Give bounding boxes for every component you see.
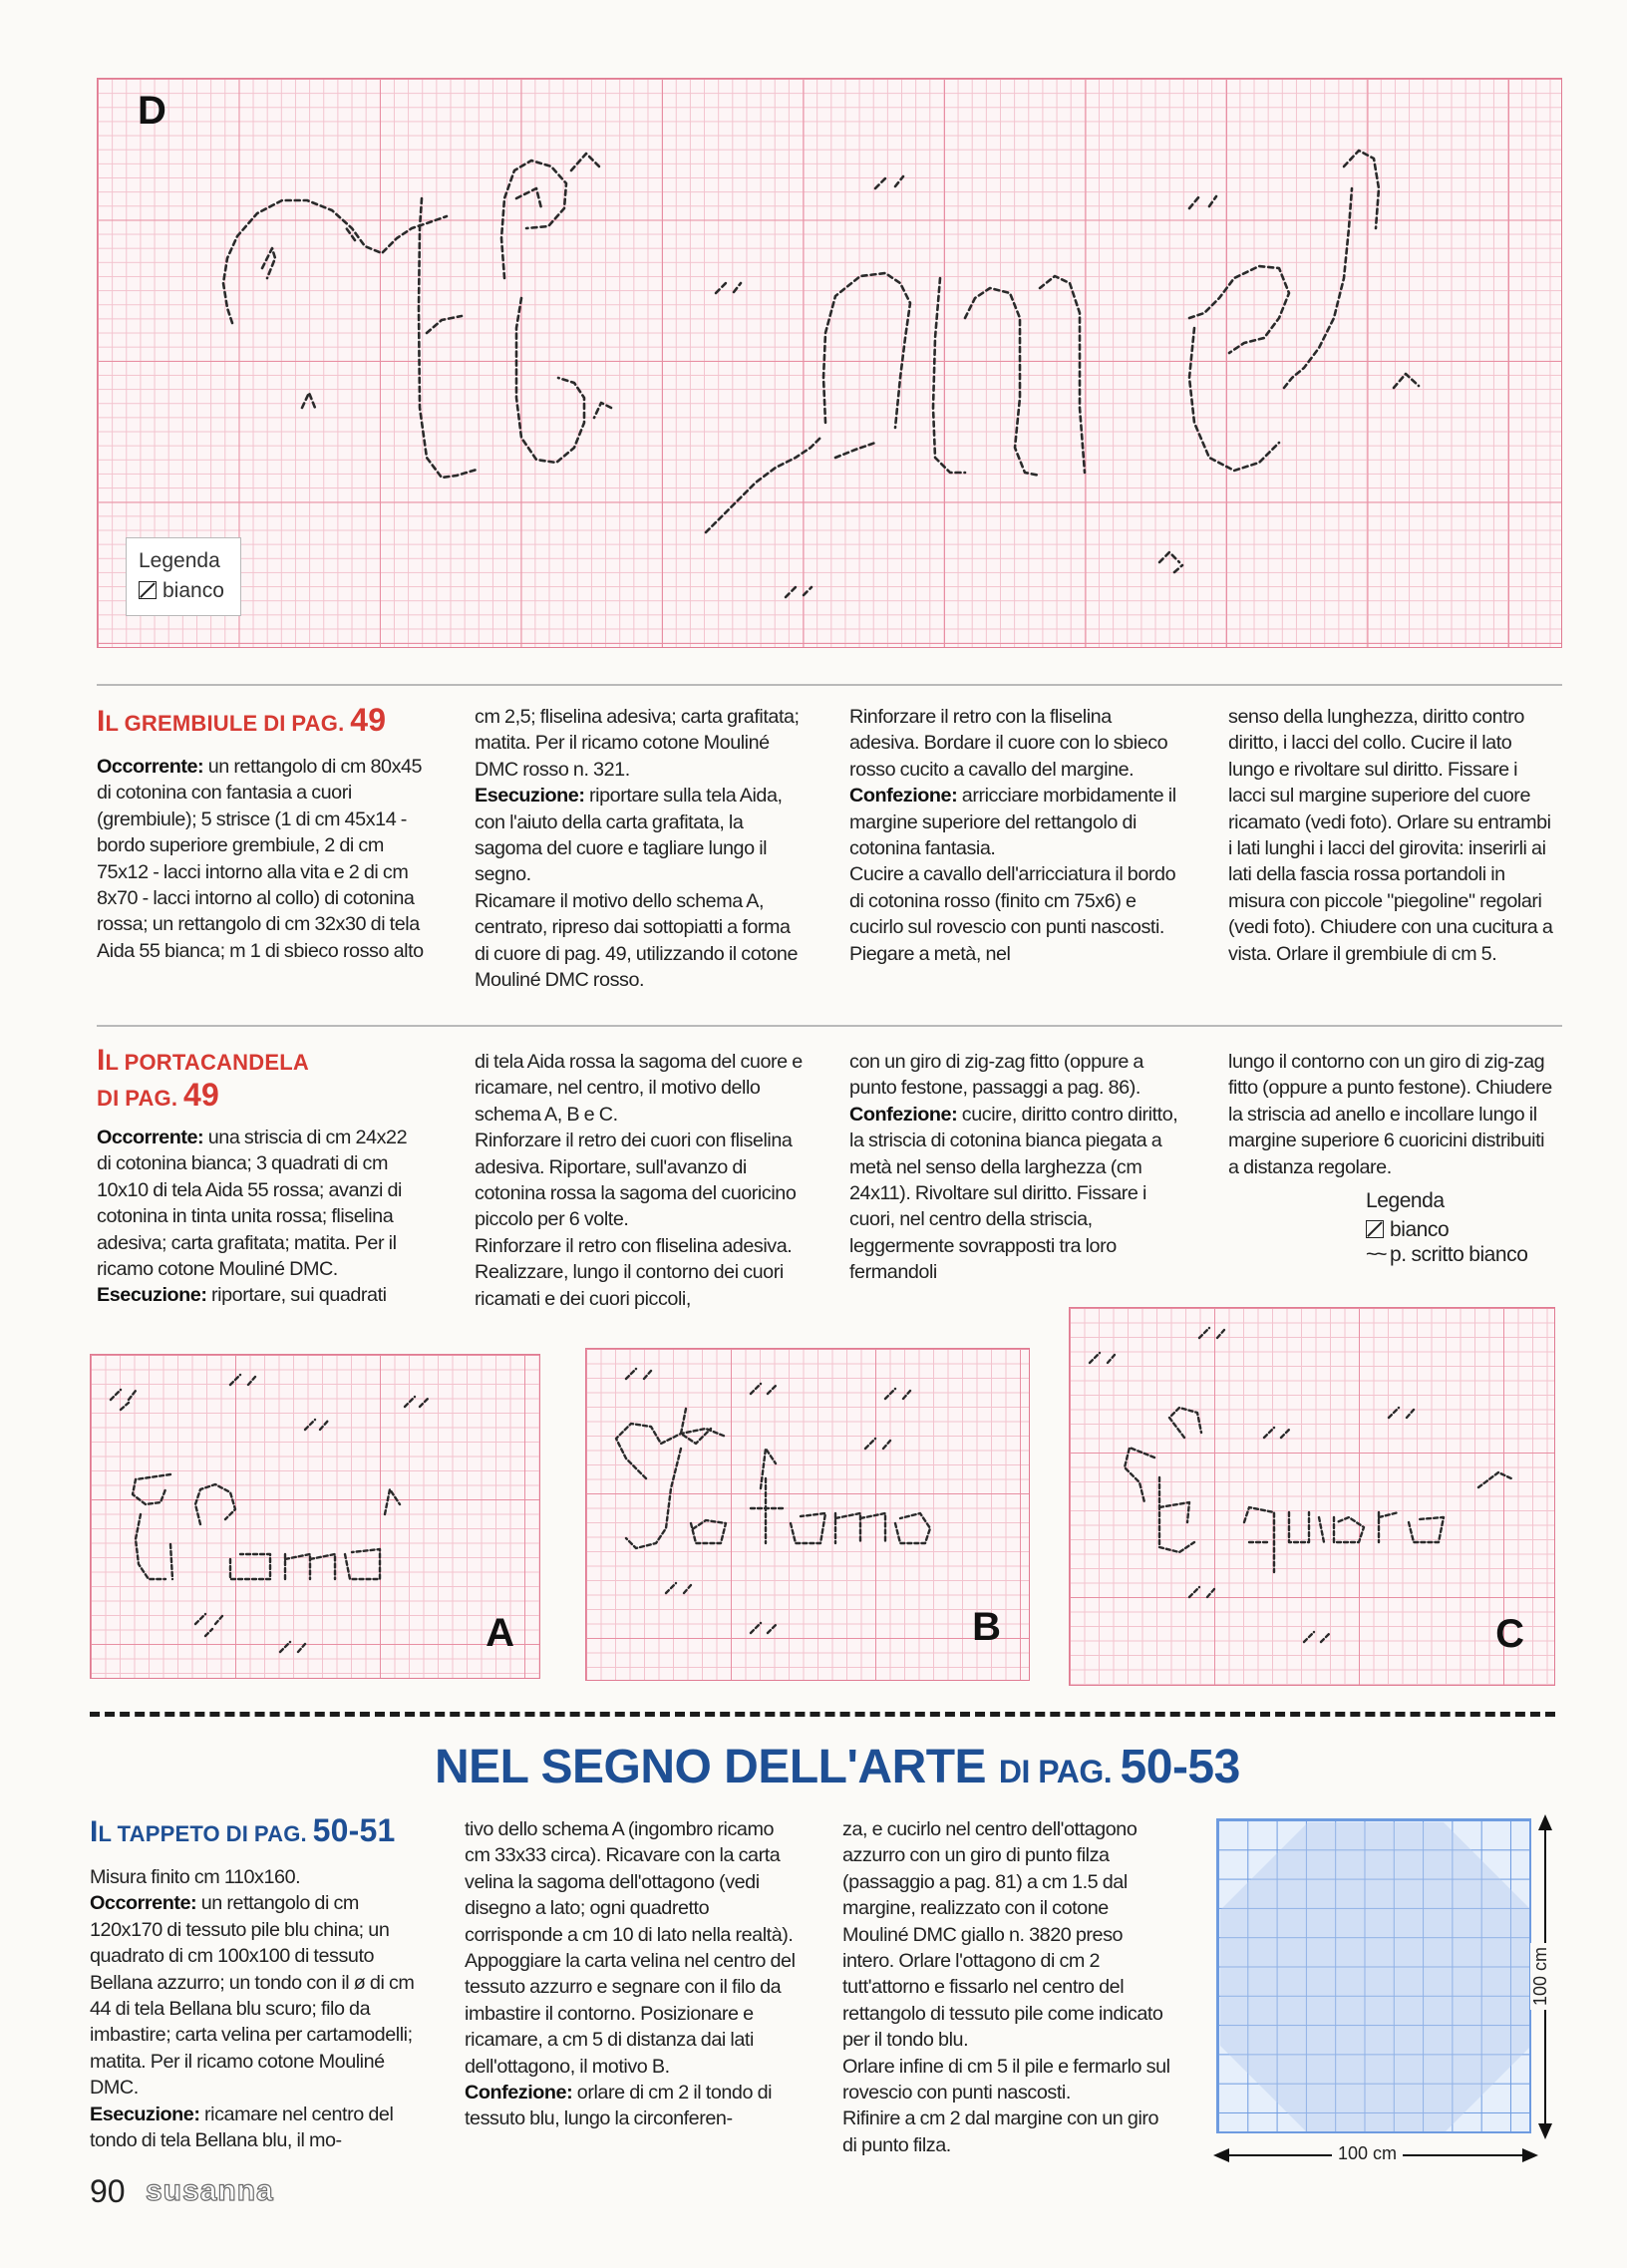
paragraph xyxy=(475,1233,804,1312)
portacandela-col1 xyxy=(97,1045,426,1309)
paragraph xyxy=(842,2106,1175,2158)
section-title: NEL SEGNO DELL'ARTE DI PAG. 50-53 xyxy=(435,1741,1240,1793)
magazine-brand: susanna xyxy=(146,2174,274,2207)
paragraph-label: Esecuzione: xyxy=(90,2103,200,2125)
cross-stitch-icon xyxy=(139,581,157,599)
paragraph-label: Esecuzione: xyxy=(97,1284,207,1307)
paragraph xyxy=(849,783,1178,861)
paragraph-text: riportare, sui quadrati xyxy=(206,1284,387,1307)
portacandela-col4 xyxy=(1228,1049,1557,1267)
legend-title: Legenda xyxy=(1366,1189,1445,1213)
paragraph-text: cucire, diritto contro diritto, la striscia di cotonina bianca piegata a metà nel senso della larghezza (cm 24x11). Rivoltare sul diritto. Fissare i cuori, nel centro della striscia, leggermente sovrapposti tra loro fermandoli xyxy=(849,1103,1178,1284)
paragraph xyxy=(97,1125,426,1282)
chart-d xyxy=(97,78,1562,648)
backstitch-icon: ~~ xyxy=(1366,1243,1385,1267)
paragraph xyxy=(90,2102,423,2154)
grembiule-col2 xyxy=(475,704,804,993)
dimension-vertical: 100 cm xyxy=(1530,1943,1551,2010)
grembiule-col3 xyxy=(849,704,1178,967)
legend-item-scritto: ~~ p. scritto bianco xyxy=(1366,1243,1528,1267)
paragraph-text: Misura finito cm 110x160. xyxy=(90,1866,301,1888)
paragraph-text: lungo il contorno con un giro di zig-zag fitto (oppure a punto festone). Chiudere la striscia ad anello e incollare lungo il margine superiore 6 cuoricini distribuiti a distanza regolare. xyxy=(1228,1051,1552,1178)
paragraph-label: Confezione: xyxy=(849,785,958,808)
dimension-horizontal: 100 cm xyxy=(1332,2143,1403,2164)
paragraph xyxy=(465,2080,798,2132)
chart-a-letter: A xyxy=(486,1611,514,1655)
grembiule-col4 xyxy=(1228,704,1557,967)
paragraph-text: una striscia di cm 24x22 di cotonina bianca; 3 quadrati di cm 10x10 di tela Aida 55 rossa; avanzi di cotonina in tinta unita rossa; fliselina adesiva; carta grafitata; matita. Per il ricamo cotone Mouliné DMC. xyxy=(97,1127,408,1281)
tappeto-heading: IL TAPPETO DI PAG. 50-51 xyxy=(90,1812,396,1848)
chart-a-stitches xyxy=(91,1355,540,1679)
paragraph-label: Occorrente: xyxy=(97,756,204,778)
paragraph xyxy=(90,1864,423,1890)
paragraph xyxy=(475,1049,804,1128)
grembiule-text-1 xyxy=(97,754,426,964)
paragraph xyxy=(849,1049,1178,1102)
paragraph xyxy=(849,704,1178,783)
paragraph-label: Occorrente: xyxy=(97,1127,204,1148)
portacandela-col3 xyxy=(849,1049,1178,1286)
chart-d-letter: D xyxy=(138,89,166,133)
paragraph-label: Occorrente: xyxy=(90,1892,197,1915)
tappeto-col3 xyxy=(842,1816,1175,2158)
grembiule-heading: IL GREMBIULE DI PAG. 49 xyxy=(97,702,387,738)
chart-d-legend xyxy=(126,537,241,616)
paragraph-text: ricamare nel centro del tondo di tela Bellana blu, il mo- xyxy=(90,2103,394,2152)
octagon-diagram xyxy=(1216,1818,1531,2133)
paragraph xyxy=(1228,1049,1557,1180)
paragraph xyxy=(849,861,1178,967)
portacandela-text-4 xyxy=(1228,1049,1557,1180)
paragraph-text: Rifinire a cm 2 dal margine con un giro di punto filza. xyxy=(842,2107,1159,2156)
chart-b-letter: B xyxy=(972,1605,1001,1649)
chart-b-stitches xyxy=(586,1349,1030,1681)
paragraph-text: tivo dello schema A (ingombro ricamo cm 33x33 circa). Ricavare con la carta velina la sagoma dell'ottagono (vedi disegno a lato; ogni quadretto corrisponde a cm 10 di lato nella realtà). Appoggiare la carta velina nel centro del tessuto azzurro e segnare con il filo da imbastire il contorno. Posizionare e ricamare, a cm 5 di distanza dai lati dell'ottagono, il motivo B. xyxy=(465,1818,796,2078)
chart-b xyxy=(585,1348,1030,1681)
paragraph xyxy=(842,2054,1175,2106)
chart-d-stitches xyxy=(98,79,1562,648)
paragraph-label: Esecuzione: xyxy=(475,785,585,808)
paragraph-text: di tela Aida rossa la sagoma del cuore e ricamare, nel centro, il motivo dello schema A, B e C. xyxy=(475,1051,803,1126)
paragraph-text: Rinforzare il retro con fliselina adesiva. Realizzare, lungo il contorno dei cuori ricamati e dei cuori piccoli, xyxy=(475,1234,793,1310)
chart-c-letter: C xyxy=(1495,1612,1524,1656)
portacandela-col2 xyxy=(475,1049,804,1312)
paragraph-text: senso della lunghezza, diritto contro diritto, i lacci del collo. Cucire il lato lungo e rivoltare sul diritto. Fissare i lacci sul margine superiore del cuore ricamato (vedi foto). Orlare su entrambi i lati lunghi i lacci del girovita: inserirli ai lati della fascia rossa portandoli in misura con piccole "piegoline" regolari (vedi foto). Chiudere con una cucitura a vista. Orlare il grembiule di cm 5. xyxy=(1228,706,1553,965)
paragraph-text: Rinforzare il retro con la fliselina adesiva. Bordare il cuore con lo sbieco rosso cucito a cavallo del margine. xyxy=(849,706,1168,781)
paragraph xyxy=(1228,704,1557,967)
chart-c-stitches xyxy=(1070,1308,1555,1686)
chart-c xyxy=(1069,1307,1555,1686)
paragraph xyxy=(849,1102,1178,1286)
paragraph-text: Ricamare il motivo dello schema A, centrato, ripreso dai sottopiatti a forma di cuore di pag. 49, utilizzando il cotone Mouliné DMC rosso. xyxy=(475,889,798,992)
portacandela-legend xyxy=(1366,1188,1557,1267)
portacandela-heading: IL PORTACANDELA DI PAG. 49 xyxy=(97,1044,309,1113)
grembiule-col1 xyxy=(97,704,426,964)
legend-item-bianco: bianco xyxy=(1366,1217,1557,1242)
divider-top xyxy=(97,684,1562,686)
paragraph-text: Rinforzare il retro dei cuori con fliselina adesiva. Riportare, sull'avanzo di cotonina rossa la sagoma del cuoricino piccolo per 6 volte. xyxy=(475,1130,797,1231)
paragraph-text: Orlare infine di cm 5 il pile e fermarlo sul rovescio con punti nascosti. xyxy=(842,2055,1170,2105)
paragraph-text: riportare sulla tela Aida, con l'aiuto della carta grafitata, la sagoma del cuore e tagliare lungo il segno. xyxy=(475,785,783,886)
page-number: 90 xyxy=(90,2173,126,2209)
paragraph xyxy=(475,704,804,783)
cross-stitch-icon xyxy=(1366,1220,1384,1238)
paragraph xyxy=(97,754,426,964)
paragraph-label: Confezione: xyxy=(465,2082,573,2105)
paragraph-text: un rettangolo di cm 80x45 di cotonina con fantasia a cuori (grembiule); 5 strisce (1 di cm 45x14 - bordo superiore grembiule, 2 di cm 75x12 - lacci intorno alla vita e 2 di cm 8x70 - lacci intorno al collo) di cotonina rossa; un rettangolo di cm 32x30 di tela Aida 55 bianca; m 1 di sbieco rosso alto xyxy=(97,756,424,962)
paragraph-label: Confezione: xyxy=(849,1103,958,1126)
paragraph-text: Cucire a cavallo dell'arricciatura il bordo di cotonina rosso (finito cm 75x6) e cucirlo sul rovescio con punti nascosti. Piegare a metà, nel xyxy=(849,863,1176,965)
portacandela-text-1 xyxy=(97,1125,426,1309)
legend-item: bianco xyxy=(139,576,228,606)
paragraph-text: arricciare morbidamente il margine superiore del rettangolo di cotonina fantasia. xyxy=(849,785,1176,860)
divider-mid xyxy=(97,1025,1562,1027)
paragraph xyxy=(475,783,804,888)
paragraph xyxy=(90,1890,423,2101)
tappeto-col2 xyxy=(465,1816,798,2132)
paragraph-text: un rettangolo di cm 120x170 di tessuto pile blu china; un quadrato di cm 100x100 di tessuto Bellana azzurro; un tondo con il ø di cm 44 di tela Bellana blu scuro; filo da imbastire; carta velina per cartamodelli; matita. Per il ricamo cotone Mouliné DMC. xyxy=(90,1892,415,2100)
paragraph xyxy=(475,888,804,994)
tappeto-col1 xyxy=(90,1814,423,2153)
paragraph-text: za, e cucirlo nel centro dell'ottagono azzurro con un giro di punto filza (passaggio a pag. 81) a cm 1.5 dal margine, realizzato con il cotone Mouliné DMC giallo n. 3820 preso intero. Orlare l'ottagono di cm 2 tutt'attorno e fissarlo nel centro del rettangolo di tessuto pile come indicato per il tondo blu. xyxy=(842,1818,1163,2052)
paragraph xyxy=(97,1282,426,1308)
paragraph xyxy=(475,1128,804,1233)
paragraph-text: con un giro di zig-zag fitto (oppure a punto festone, passaggi a pag. 86). xyxy=(849,1051,1143,1100)
legend-title: Legenda xyxy=(139,549,220,572)
tappeto-text-1 xyxy=(90,1864,423,2153)
paragraph-text: orlare di cm 2 il tondo di tessuto blu, lungo la circonferen- xyxy=(465,2082,773,2130)
paragraph xyxy=(465,1816,798,2080)
chart-a xyxy=(90,1354,540,1679)
paragraph-text: cm 2,5; fliselina adesiva; carta grafitata; matita. Per il ricamo cotone Mouliné DMC rosso n. 321. xyxy=(475,706,800,781)
octagon-shape xyxy=(1218,1820,1531,2133)
paragraph xyxy=(842,1816,1175,2054)
dashed-divider xyxy=(90,1712,1555,1717)
